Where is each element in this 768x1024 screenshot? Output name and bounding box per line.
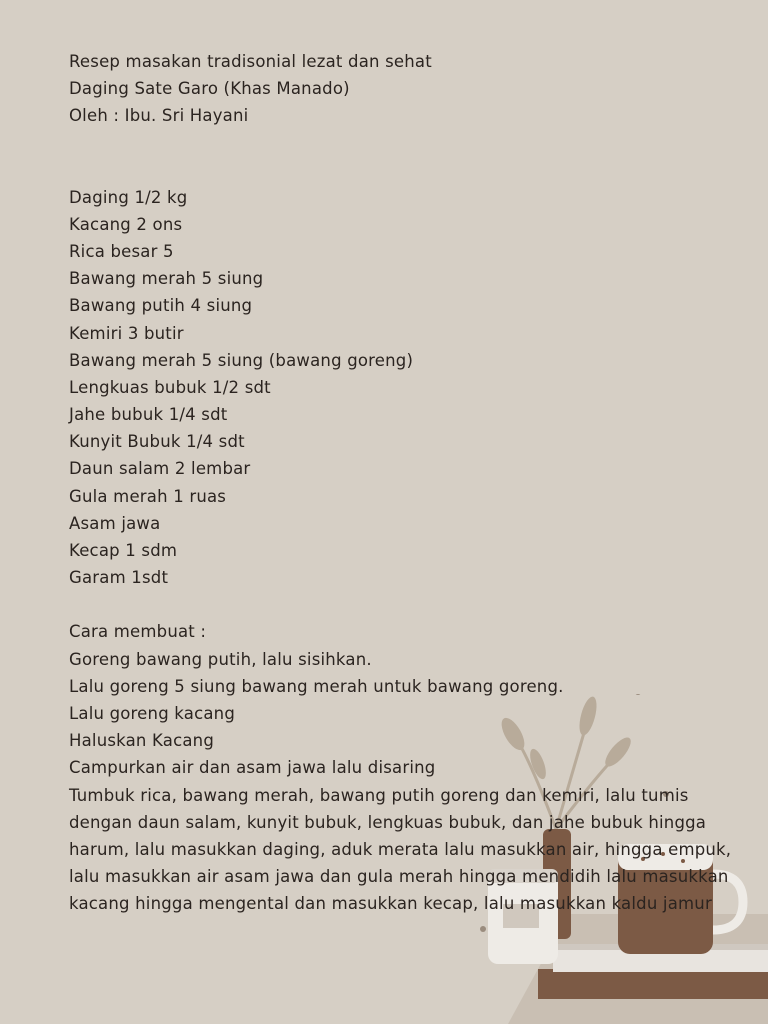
ingredient-item: Kecap 1 sdm xyxy=(69,541,178,560)
ingredient-item: Daun salam 2 lembar xyxy=(69,459,251,479)
ingredient-item: Garam 1sdt xyxy=(69,568,169,588)
method-step: Campurkan air dan asam jawa lalu disaring xyxy=(69,758,436,778)
recipe-document xyxy=(69,48,739,918)
ingredient-item: Gula merah 1 ruas xyxy=(69,486,227,506)
ingredient-item: Bawang putih 4 siung xyxy=(69,296,253,316)
method-paragraph: Tumbuk rica, bawang merah, bawang putih goreng dan kemiri, lalu tumis dengan daun salam, kunyit bubuk, lengkuas bubuk, dan jahe bubuk hingga harum, lalu masukkan daging, aduk merata lalu masukkan air, hingga empuk, lalu masukkan air asam jawa dan gula merah hingga mendidih lalu masukkan kacang hingga mengental dan masukkan kecap, lalu masukkan kaldu jamur xyxy=(69,785,732,914)
ingredient-item: Kacang 2 ons xyxy=(69,214,183,234)
ingredient-item: Kemiri 3 butir xyxy=(69,323,184,343)
ingredient-list xyxy=(69,184,739,592)
ingredient-item: Rica besar 5 xyxy=(69,241,174,261)
method-step: Lalu goreng 5 siung bawang merah untuk bawang goreng. xyxy=(69,676,564,696)
ingredient-item: Asam jawa xyxy=(69,513,161,533)
method-step: Lalu goreng kacang xyxy=(69,703,235,723)
method-heading: Cara membuat : xyxy=(69,622,207,642)
ingredient-item: Kunyit Bubuk 1/4 sdt xyxy=(69,432,245,452)
ingredient-item: Jahe bubuk 1/4 sdt xyxy=(69,405,228,425)
ingredient-item: Daging 1/2 kg xyxy=(69,187,188,207)
method-section xyxy=(69,618,739,917)
method-step: Goreng bawang putih, lalu sisihkan. xyxy=(69,649,372,669)
method-step: Haluskan Kacang xyxy=(69,731,214,751)
recipe-author: Oleh : Ibu. Sri Hayani xyxy=(69,106,249,126)
recipe-subtitle: Resep masakan tradisonial lezat dan sehat xyxy=(69,52,432,71)
ingredient-item: Lengkuas bubuk 1/2 sdt xyxy=(69,377,271,397)
ingredient-item: Bawang merah 5 siung xyxy=(69,269,264,289)
dot-decoration xyxy=(480,926,486,932)
recipe-title: Daging Sate Garo (Khas Manado) xyxy=(69,79,350,99)
ingredient-item: Bawang merah 5 siung (bawang goreng) xyxy=(69,350,414,370)
